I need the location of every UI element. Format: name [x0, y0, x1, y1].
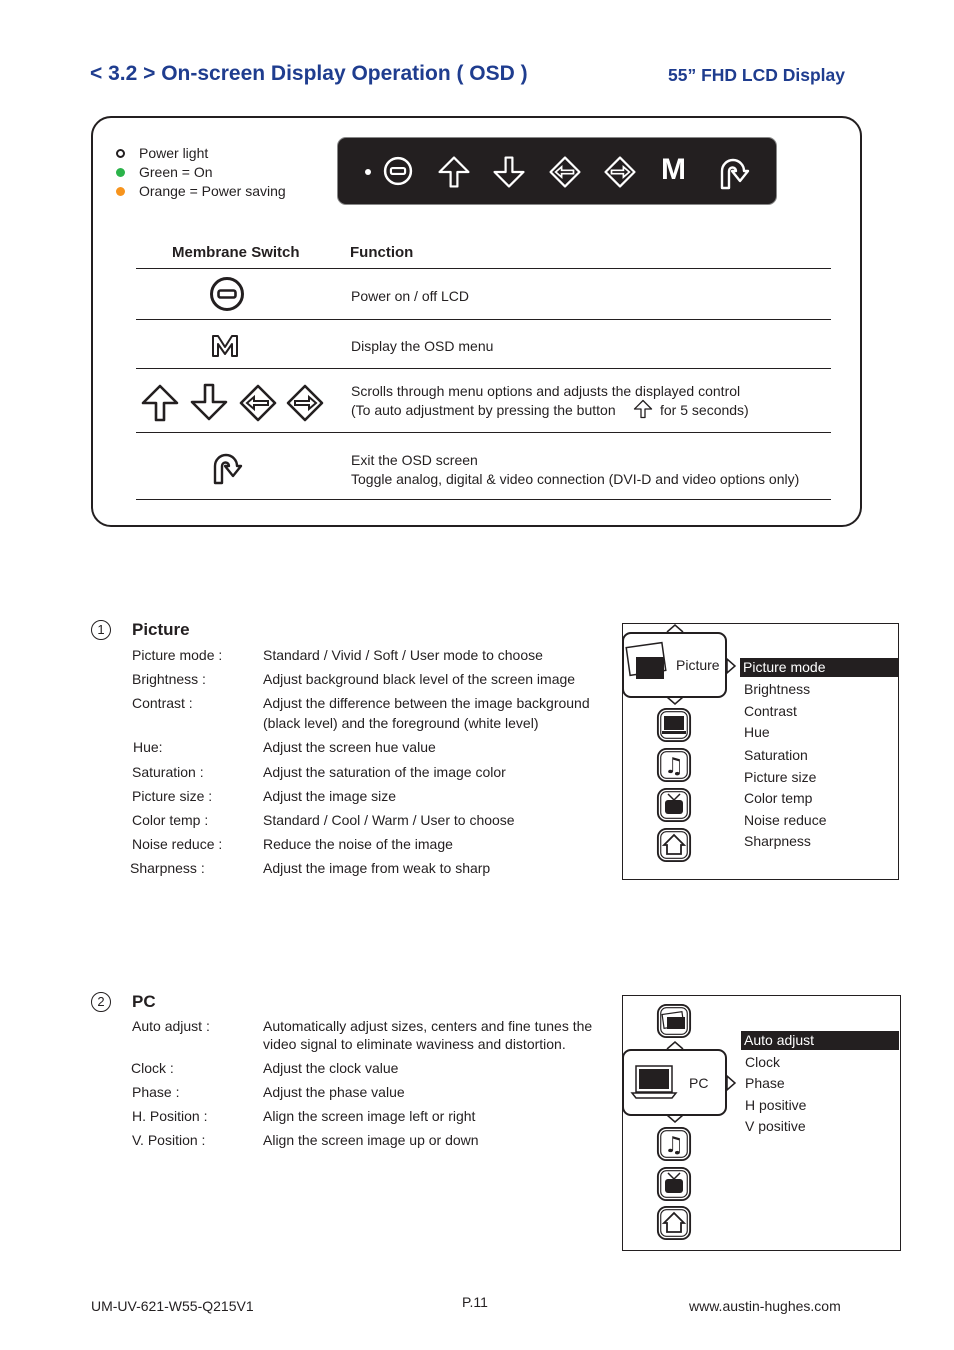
picture-desc: Adjust the image size	[263, 788, 397, 804]
pc-desc: Adjust the clock value	[263, 1060, 399, 1076]
pc-desc: Automatically adjust sizes, centers and fine tunes the	[263, 1018, 593, 1034]
website-link[interactable]: www.austin-hughes.com	[689, 1298, 841, 1314]
pc-label: Auto adjust :	[132, 1018, 210, 1034]
legend-power-light: Power light	[139, 145, 209, 161]
right-switch-icon	[285, 383, 325, 423]
menu-key-icon[interactable]: M	[661, 153, 686, 186]
up-key-icon[interactable]	[437, 155, 471, 189]
legend-green: Green = On	[139, 164, 213, 180]
picture-desc: Reduce the noise of the image	[263, 836, 453, 852]
menu-item[interactable]: Color temp	[744, 790, 813, 806]
down-switch-icon	[189, 382, 229, 422]
function-scroll-line2a: (To auto adjustment by pressing the button	[351, 402, 616, 418]
table-rule	[136, 268, 831, 269]
home-tab-icon	[658, 829, 690, 861]
picture-label: Picture size :	[132, 788, 213, 804]
page-title: < 3.2 > On-screen Display Operation ( OSD )	[90, 62, 528, 85]
function-menu: Display the OSD menu	[351, 338, 494, 354]
section-number: 2	[91, 992, 111, 1012]
menu-item[interactable]: Noise reduce	[744, 812, 827, 828]
exit-key-icon[interactable]	[715, 154, 751, 190]
table-rule	[136, 319, 831, 320]
menu-item[interactable]: H positive	[745, 1097, 807, 1113]
pc-desc: Align the screen image left or right	[263, 1108, 476, 1124]
col-function: Function	[350, 244, 414, 261]
function-exit-line1: Exit the OSD screen	[351, 452, 478, 468]
menu-item-picture-mode[interactable]: Picture mode	[743, 659, 826, 675]
menu-item[interactable]: Hue	[744, 724, 770, 740]
pc-heading: PC	[132, 992, 156, 1011]
menu-item-auto-adjust[interactable]: Auto adjust	[744, 1032, 815, 1048]
menu-switch-icon	[210, 333, 240, 359]
table-rule	[136, 499, 831, 500]
function-scroll-line1: Scrolls through menu options and adjusts the displayed control	[351, 383, 741, 399]
up-inline-icon	[633, 399, 653, 419]
picture-label: Hue:	[133, 739, 163, 755]
product-name: 55” FHD LCD Display	[668, 65, 845, 85]
power-key-icon[interactable]	[383, 156, 413, 186]
home-tab-icon	[658, 1207, 690, 1239]
svg-text:♫: ♫	[664, 1133, 684, 1158]
exit-switch-icon	[208, 449, 244, 485]
picture-heading: Picture	[132, 620, 190, 639]
right-key-icon[interactable]	[603, 155, 637, 189]
power-switch-icon	[209, 276, 245, 312]
picture-tab-label[interactable]: Picture	[676, 657, 720, 673]
membrane-keypad	[337, 137, 777, 205]
pc-desc: Adjust the phase value	[263, 1084, 405, 1100]
picture-desc: Adjust the image from weak to sharp	[263, 860, 491, 876]
picture-label: Noise reduce :	[132, 836, 223, 852]
pc-label: Phase :	[132, 1084, 180, 1100]
chevron-right-icon	[725, 1075, 737, 1091]
power-light-indicator	[116, 149, 125, 158]
led-icon	[365, 169, 371, 175]
pc-label: V. Position :	[132, 1132, 206, 1148]
picture-desc: Adjust the difference between the image background	[263, 695, 590, 711]
picture-desc: Standard / Vivid / Soft / User mode to choose	[263, 647, 543, 663]
pc-tab-label[interactable]: PC	[689, 1075, 709, 1091]
pc-label: Clock :	[131, 1060, 174, 1076]
menu-item[interactable]: Phase	[745, 1075, 785, 1091]
pc-desc: video signal to eliminate waviness and distortion.	[263, 1036, 566, 1052]
menu-item[interactable]: Saturation	[744, 747, 808, 763]
svg-text:♫: ♫	[664, 754, 684, 779]
menu-item[interactable]: Sharpness	[744, 833, 811, 849]
function-exit-line2: Toggle analog, digital & video connection (DVI-D and video options only)	[351, 471, 800, 487]
picture-tab-icon	[626, 643, 666, 679]
picture-label: Contrast :	[132, 695, 193, 711]
picture-desc: Adjust the saturation of the image color	[263, 764, 506, 780]
orange-dot-icon	[116, 187, 125, 196]
picture-label: Brightness :	[132, 671, 206, 687]
picture-desc: Standard / Cool / Warm / User to choose	[263, 812, 515, 828]
pc-menu-tabs	[622, 995, 732, 1251]
green-dot-icon	[116, 168, 125, 177]
picture-desc: (black level) and the foreground (white level)	[263, 715, 539, 731]
function-scroll-line2b: for 5 seconds)	[660, 402, 749, 418]
menu-item[interactable]: Contrast	[744, 703, 797, 719]
page-number: P.11	[462, 1294, 488, 1310]
pc-desc: Align the screen image up or down	[263, 1132, 479, 1148]
picture-desc: Adjust the screen hue value	[263, 739, 436, 755]
picture-label: Picture mode :	[132, 647, 223, 663]
pc-label: H. Position :	[132, 1108, 208, 1124]
col-membrane-switch: Membrane Switch	[172, 244, 300, 261]
picture-label: Color temp :	[132, 812, 209, 828]
doc-id: UM-UV-621-W55-Q215V1	[91, 1298, 254, 1314]
chevron-right-icon	[725, 658, 737, 674]
legend-orange: Orange = Power saving	[139, 183, 286, 199]
menu-item[interactable]: Picture size	[744, 769, 817, 785]
function-power: Power on / off LCD	[351, 288, 470, 304]
picture-desc: Adjust background black level of the screen image	[263, 671, 576, 687]
table-rule	[136, 432, 831, 433]
menu-item[interactable]: V positive	[745, 1118, 806, 1134]
menu-item[interactable]: Clock	[745, 1054, 781, 1070]
section-number: 1	[91, 620, 111, 640]
pc-tab-icon	[632, 1066, 676, 1098]
menu-item[interactable]: Brightness	[744, 681, 811, 697]
table-rule	[136, 368, 831, 369]
picture-label: Saturation :	[132, 764, 204, 780]
down-key-icon[interactable]	[492, 155, 526, 189]
left-switch-icon	[238, 383, 278, 423]
up-switch-icon	[140, 383, 180, 423]
picture-label: Sharpness :	[130, 860, 205, 876]
left-key-icon[interactable]	[548, 155, 582, 189]
